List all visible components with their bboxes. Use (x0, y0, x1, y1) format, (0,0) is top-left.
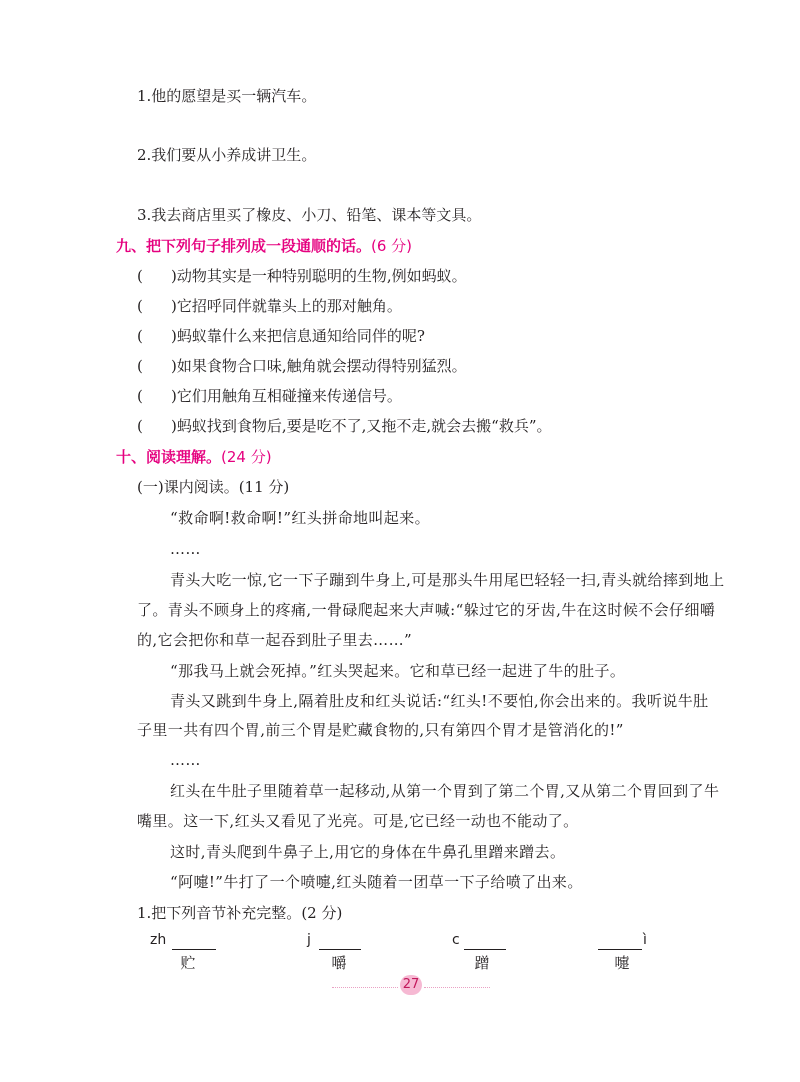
pinyin-character: 蹭 (474, 954, 490, 972)
pinyin-item (307, 932, 417, 972)
order-row: ( )它招呼同伴就靠头上的那对触角。 (137, 297, 402, 315)
subsection-title: (一)课内阅读。(11 分) (137, 478, 290, 496)
section-10-heading (116, 447, 272, 467)
pinyin-suffix: ì (643, 932, 647, 948)
order-row: ( )如果食物合口味,触角就会摆动得特别猛烈。 (137, 357, 467, 375)
passage-ellipsis: …… (170, 540, 201, 558)
passage-line: 嘴里。这一下,红头又看见了光亮。可是,它已经一动也不能动了。 (137, 812, 579, 830)
order-item-text: 它们用触角互相碰撞来传递信号。 (176, 387, 402, 405)
pinyin-item (150, 932, 260, 972)
passage-line: 子里一共有四个胃,前三个胃是贮藏食物的,只有第四个胃才是管消化的!” (137, 721, 624, 739)
pinyin-answer-blank[interactable] (464, 949, 506, 950)
pinyin-character: 嚏 (614, 954, 630, 972)
pinyin-prefix: j (307, 932, 311, 948)
sentence-3: 3.我去商店里买了橡皮、小刀、铅笔、课本等文具。 (137, 206, 482, 224)
passage-line: 青头又跳到牛身上,隔着肚皮和红头说话:“红头!不要怕,你会出来的。我听说牛肚 (170, 692, 709, 710)
page-footer (0, 975, 800, 999)
pinyin-answer-blank[interactable] (319, 949, 361, 950)
sentence-2: 2.我们要从小养成讲卫生。 (137, 146, 317, 164)
passage-line: “救命啊!救命啊!”红头拼命地叫起来。 (170, 509, 430, 527)
order-blank-open[interactable]: ( (137, 387, 143, 405)
section-10-title: 十、阅读理解。 (116, 448, 222, 466)
footer-divider-left (332, 987, 398, 988)
section-9-points: (6 分) (371, 237, 413, 255)
order-blank-open[interactable]: ( (137, 267, 143, 285)
order-item-text: 它招呼同伴就靠头上的那对触角。 (176, 297, 402, 315)
section-9-title: 九、把下列句子排列成一段通顺的话。 (116, 237, 372, 255)
passage-line: 了。青头不顾身上的疼痛,一骨碌爬起来大声喊:“躲过它的牙齿,牛在这时候不会仔细嚼 (137, 601, 716, 619)
pinyin-character: 贮 (180, 954, 196, 972)
pinyin-answer-blank[interactable] (172, 949, 216, 950)
order-blank-open[interactable]: ( (137, 417, 143, 435)
order-row: ( )蚂蚁靠什么来把信息通知给同伴的呢? (137, 327, 425, 345)
passage-line: “那我马上就会死掉。”红头哭起来。它和草已经一起进了牛的肚子。 (170, 662, 626, 680)
order-item-text: 如果食物合口味,触角就会摆动得特别猛烈。 (176, 357, 467, 375)
pinyin-prefix: zh (150, 932, 167, 948)
passage-line: 这时,青头爬到牛鼻子上,用它的身体在牛鼻孔里蹭来蹭去。 (170, 843, 566, 861)
order-item-text: 蚂蚁靠什么来把信息通知给同伴的呢? (176, 327, 425, 345)
order-item-text: 蚂蚁找到食物后,要是吃不了,又拖不走,就会去搬“救兵”。 (176, 417, 552, 435)
page-number: 27 (400, 975, 422, 995)
passage-line: 红头在牛肚子里随着草一起移动,从第一个胃到了第二个胃,又从第二个胃回到了牛 (170, 782, 720, 800)
order-blank-open[interactable]: ( (137, 297, 143, 315)
order-row: ( )它们用触角互相碰撞来传递信号。 (137, 387, 402, 405)
footer-divider-right (424, 987, 490, 988)
order-blank-open[interactable]: ( (137, 357, 143, 375)
order-blank-open[interactable]: ( (137, 327, 143, 345)
passage-line: “阿嚏!”牛打了一个喷嚏,红头随着一团草一下子给喷了出来。 (170, 873, 583, 891)
pinyin-item (598, 932, 708, 972)
order-item-text: 动物其实是一种特别聪明的生物,例如蚂蚁。 (176, 267, 467, 285)
passage-ellipsis: …… (170, 751, 201, 769)
pinyin-prefix: c (452, 932, 460, 948)
pinyin-item (452, 932, 562, 972)
pinyin-answer-blank[interactable] (598, 949, 642, 950)
section-9-heading (116, 236, 412, 256)
order-row: ( )蚂蚁找到食物后,要是吃不了,又拖不走,就会去搬“救兵”。 (137, 417, 552, 435)
passage-line: 青头大吃一惊,它一下子蹦到牛身上,可是那头牛用尾巴轻轻一扫,青头就给摔到地上 (170, 571, 725, 589)
order-row: ( )动物其实是一种特别聪明的生物,例如蚂蚁。 (137, 267, 467, 285)
passage-line: 的,它会把你和草一起吞到肚子里去……” (137, 631, 413, 649)
question-1: 1.把下列音节补充完整。(2 分) (137, 904, 343, 922)
section-10-points: (24 分) (221, 448, 272, 466)
sentence-1: 1.他的愿望是买一辆汽车。 (137, 87, 317, 105)
pinyin-character: 嚼 (331, 954, 347, 972)
